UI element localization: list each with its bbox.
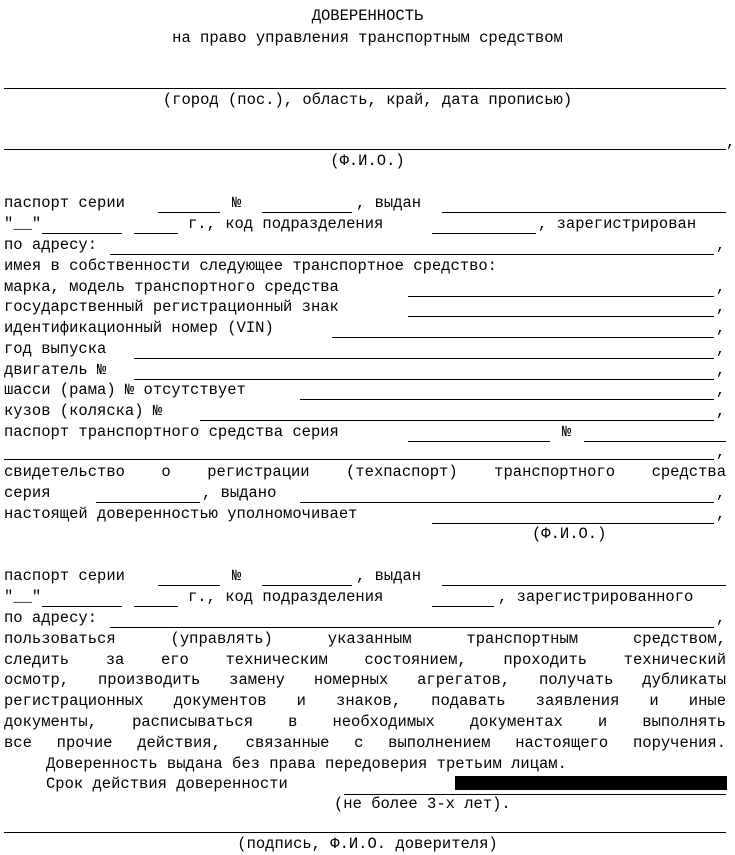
place-date-line[interactable] [4, 88, 726, 89]
comma: , [716, 236, 726, 254]
comma: , [716, 484, 726, 502]
agent-address-label: по адресу: [4, 609, 98, 627]
vehicle-cert-series-label: серия [4, 484, 51, 502]
redaction-block [455, 776, 727, 790]
principal-address-field[interactable] [110, 254, 714, 255]
principal-division-code-field[interactable] [432, 233, 536, 234]
vehicle-chassis-label: шасси (рама) № отсутствует [4, 381, 246, 399]
principal-date-quote: "__" [4, 215, 42, 233]
agent-address-field[interactable] [110, 627, 714, 628]
agent-issued-by-field[interactable] [442, 585, 726, 586]
vehicle-pts-extra-line[interactable] [4, 459, 714, 460]
vehicle-vin-label: идентификационный номер (VIN) [4, 319, 274, 337]
comma: , [716, 381, 726, 399]
comma: , [716, 609, 726, 627]
agent-year-code-label: г., код подразделения [188, 588, 384, 606]
vehicle-engine-label: двигатель № [4, 361, 107, 379]
agent-issue-year-field[interactable] [134, 606, 178, 607]
body-line-2: следить за его техническим состоянием, проходить технический [4, 651, 726, 669]
body-line-3: осмотр, производить замену номерных агрегатов, получать дубликаты [4, 671, 726, 689]
principal-issue-year-field[interactable] [134, 233, 178, 234]
validity-note: (не более 3-х лет). [334, 795, 511, 813]
vehicle-plate-label: государственный регистрационный знак [4, 298, 339, 316]
vehicle-vin-field[interactable] [332, 337, 714, 338]
principal-registered-label: , зарегистрирован [538, 215, 697, 233]
agent-fio-caption: (Ф.И.О.) [532, 525, 607, 543]
comma: , [716, 361, 726, 379]
agent-passport-number-field[interactable] [262, 585, 352, 586]
comma: , [716, 340, 726, 358]
agent-passport-series-field[interactable] [158, 585, 220, 586]
agent-passport-series-label: паспорт серии [4, 567, 125, 585]
vehicle-pts-number-sign: № [562, 423, 572, 441]
body-line-5: документы, расписываться в необходимых документах и выполнять [4, 713, 726, 731]
principal-passport-number-sign: № [232, 194, 242, 212]
agent-fio-field[interactable] [432, 523, 714, 524]
vehicle-year-label: год выпуска [4, 340, 107, 358]
comma: , [716, 298, 726, 316]
agent-registered-label: , зарегистрированного [498, 588, 694, 606]
vehicle-engine-field[interactable] [134, 379, 714, 380]
principal-fio-line[interactable] [4, 149, 726, 150]
body-line-1: пользоваться (управлять) указанным транспортным средством, [4, 630, 726, 648]
agent-passport-number-sign: № [232, 567, 242, 585]
vehicle-chassis-field[interactable] [300, 399, 714, 400]
place-date-caption: (город (пос.), область, край, дата прописью) [162, 91, 573, 109]
agent-issue-month-field[interactable] [42, 606, 122, 607]
agent-division-code-field[interactable] [432, 606, 494, 607]
body-line-6: все прочие действия, связанные с выполнением настоящего поручения. [4, 734, 726, 752]
body-line-4: регистрационных документов и знаков, подавать заявления и иные [4, 692, 726, 710]
principal-issued-by-field[interactable] [442, 212, 726, 213]
vehicle-cert-series-field[interactable] [96, 502, 200, 503]
agent-date-quote: "__" [4, 588, 42, 606]
vehicle-pts-series-field[interactable] [408, 441, 550, 442]
principal-passport-number-field[interactable] [262, 212, 352, 213]
principal-passport-series-field[interactable] [158, 212, 220, 213]
comma: , [716, 443, 726, 461]
comma: , [716, 505, 726, 523]
vehicle-year-field[interactable] [134, 358, 714, 359]
vehicle-cert-label: свидетельство о регистрации (техпаспорт) транспортного средства [4, 463, 726, 481]
principal-passport-series-label: паспорт серии [4, 194, 125, 212]
vehicle-brand-label: марка, модель транспортного средства [4, 278, 339, 296]
authorizes-label: настоящей доверенностью уполномочивает [4, 505, 358, 523]
agent-issued-label: , выдан [356, 567, 422, 585]
validity-label: Срок действия доверенности [46, 775, 288, 793]
document-subtitle: на право управления транспортным средством [172, 29, 563, 47]
comma: , [716, 319, 726, 337]
principal-issue-month-field[interactable] [42, 233, 122, 234]
vehicle-brand-field[interactable] [408, 296, 714, 297]
comma: , [726, 133, 735, 151]
vehicle-pts-number-field[interactable] [584, 441, 726, 442]
signature-line[interactable] [4, 832, 726, 833]
vehicle-cert-issued-field[interactable] [300, 502, 714, 503]
vehicle-pts-series-label: паспорт транспортного средства серия [4, 423, 339, 441]
principal-issued-label: , выдан [356, 194, 422, 212]
principal-fio-caption: (Ф.И.О.) [330, 152, 405, 170]
vehicle-body-label: кузов (коляска) № [4, 402, 163, 420]
vehicle-body-field[interactable] [200, 420, 714, 421]
principal-address-label: по адресу: [4, 236, 98, 254]
document-title: ДОВЕРЕННОСТЬ [311, 7, 424, 25]
vehicle-plate-field[interactable] [408, 316, 714, 317]
vehicle-cert-issued-label: , выдано [202, 484, 277, 502]
principal-year-code-label: г., код подразделения [188, 215, 384, 233]
comma: , [716, 402, 726, 420]
no-delegation-text: Доверенность выдана без права передоверия третьим лицам. [46, 755, 567, 773]
vehicle-owning-label: имея в собственности следующее транспортное средство: [4, 257, 497, 275]
signature-caption: (подпись, Ф.И.О. доверителя) [237, 835, 498, 853]
comma: , [716, 278, 726, 296]
